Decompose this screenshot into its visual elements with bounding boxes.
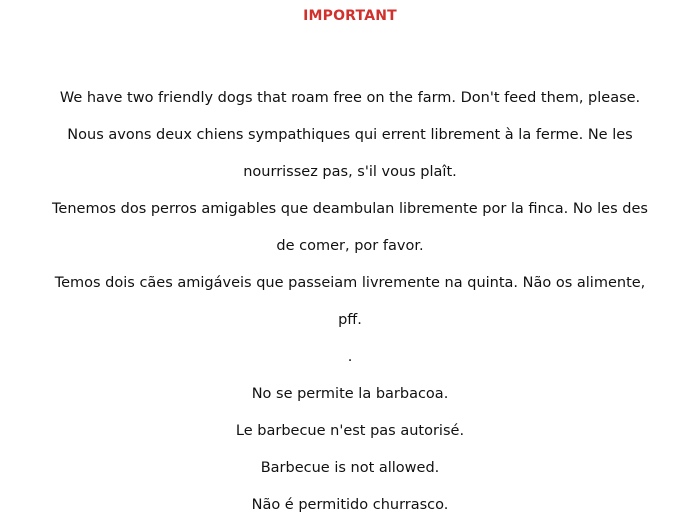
notice-line-dogs-es-2: de comer, por favor.	[276, 238, 424, 254]
notice-line-dogs-fr-2: nourrissez pas, s'il vous plaît.	[243, 164, 457, 180]
notice-line-dogs-es-1: Tenemos dos perros amigables que deambulan libremente por la finca. No les des	[52, 201, 648, 217]
notice-line-bbq-en: Barbecue is not allowed.	[260, 460, 440, 476]
notice-line-dogs-fr-1: Nous avons deux chiens sympathiques qui errent librement à la ferme. Ne les	[67, 127, 633, 143]
notice-line-bbq-es: No se permite la barbacoa.	[251, 386, 449, 402]
notice-body	[40, 80, 660, 524]
notice-line-dogs-pt-1: Temos dois cães amigáveis que passeiam livremente na quinta. Não os alimente,	[54, 275, 646, 291]
notice-line-dogs-pt-2: pff.	[338, 312, 362, 328]
notice-line-separator: .	[347, 349, 353, 365]
notice-line-bbq-pt: Não é permitido churrasco.	[251, 497, 449, 513]
notice-title: IMPORTANT	[303, 8, 397, 24]
notice-line-bbq-fr: Le barbecue n'est pas autorisé.	[235, 423, 465, 439]
notice-line-dogs-en: We have two friendly dogs that roam free on the farm. Don't feed them, please.	[59, 90, 641, 106]
